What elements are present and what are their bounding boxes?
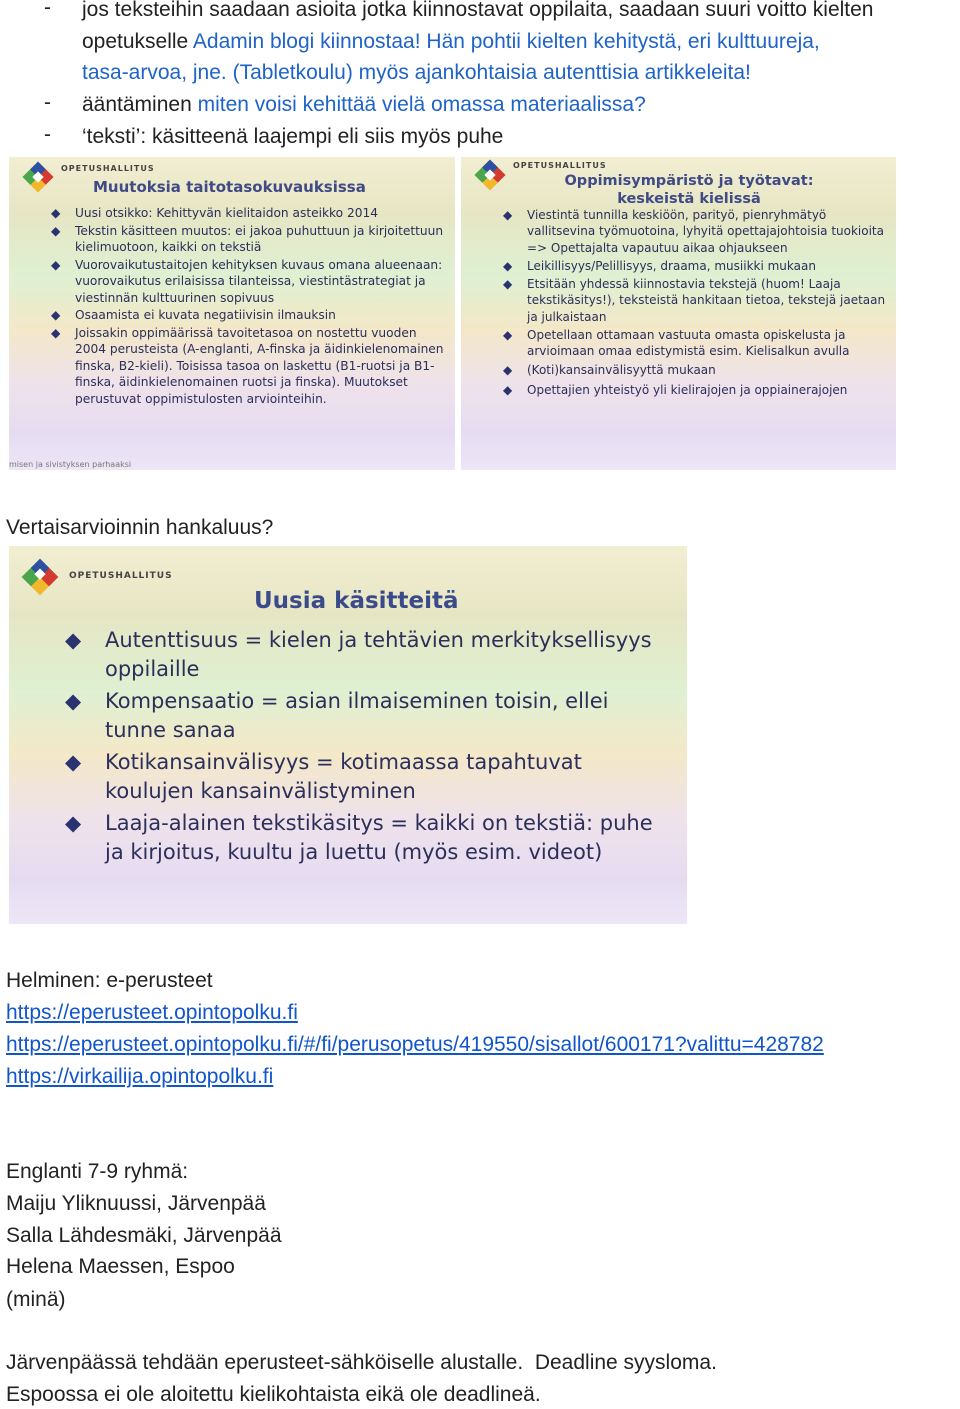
intro-line-1: jos teksteihin saadaan asioita jotka kiinnostavat oppilaita, saadaan suuri voitto kielten	[82, 0, 874, 21]
slide-bullet: ◆ Etsitään yhdessä kiinnostavia tekstejä (huom! Laaja tekstikäsitys!), teksteistä hankitaan tietoa, tekstejä jaetaan ja julkaistaan	[503, 277, 886, 324]
intro-line-4-text: ääntäminen	[82, 93, 198, 116]
slide-bullet: ◆ Opettajien yhteistyö yli kielirajojen ja oppiainerajojen	[503, 382, 848, 397]
intro-line-5: ‘teksti’: käsitteenä laajempi eli siis myös puhe	[82, 125, 504, 148]
note-espoo: Espoossa ei ole aloitettu kielikohtaista eikä ole deadlineä.	[6, 1383, 541, 1406]
diamond-bullet-icon: ◆	[65, 750, 82, 774]
slide-bullet: ◆ Tekstin käsitteen muutos: ei jakoa puhuttuun ja kirjoitettuun kielimuotoon, kaikki on tekstiä	[51, 223, 444, 254]
slide-bullet-list	[51, 205, 445, 407]
slide-bullet-list	[65, 626, 673, 867]
diamond-bullet-icon: ◆	[51, 223, 61, 238]
slide-bullet: ◆ Uusi otsikko: Kehittyvän kielitaidon asteikko 2014	[51, 206, 379, 220]
diamond-bullet-icon: ◆	[51, 257, 61, 272]
slide-bullet: ◆ Kotikansainvälisyys = kotimaassa tapahtuvat koulujen kansainvälistyminen	[65, 750, 582, 803]
diamond-bullet-icon: ◆	[503, 258, 513, 273]
slide-org-label: OPETUSHALLITUS	[513, 161, 607, 170]
slide-photo-uusia-kasitteita	[9, 546, 687, 924]
slide-bullet: ◆ Joissakin oppimäärissä tavoitetasoa on nostettu vuoden 2004 perusteista (A-englanti, A-finska ja äidinkielenomainen finska, B2-kieli). Toisissa tasoa on laskettu (B1-ruotsi ja B1-finska, äidinkielenomainen ruotsi ja finska). Muutokset perustuvat oppimistulosten arviointeihin.	[51, 325, 444, 406]
diamond-bullet-icon: ◆	[65, 689, 82, 713]
opetushallitus-logo	[474, 159, 505, 190]
slide-bullet-list	[503, 207, 889, 398]
slide-bullet: ◆ Opetellaan ottamaan vastuuta omasta opiskelusta ja arvioimaan omaa edistymistä esim. Kielisalkun avulla	[503, 328, 850, 359]
slide-bullet: ◆ Viestintä tunnilla keskiöön, parityö, pienryhmätyö vallitsevina työmuotoina, lyhyitä opettajajohtoisia tuokioita => Opettajalta vapautuu aikaa ohjaukseen	[503, 208, 884, 255]
intro-line-3: tasa-arvoa, jne. (Tabletkoulu) myös ajankohtaisia autenttisia artikkeleita!	[82, 61, 751, 84]
diamond-bullet-icon: ◆	[51, 206, 61, 220]
slide-bullet: ◆ Kompensaatio = asian ilmaiseminen toisin, ellei tunne sanaa	[65, 689, 609, 742]
slide-photo-oppimisymparisto	[461, 157, 896, 470]
opetushallitus-logo	[22, 559, 59, 596]
slide-footer: misen ja sivistyksen parhaaksi	[9, 460, 132, 469]
slide-bullet: ◆ Vuorovaikutustaitojen kehityksen kuvaus omana alueenaan: vuorovaikutus erilaisissa tilanteissa, viestintästrategiat ja viestinnän kulttuurinen sopivuus	[51, 257, 443, 305]
peer-review-question: Vertaisarvioinnin hankaluus?	[6, 516, 274, 539]
group-member: Maiju Yliknuussi, Järvenpää	[6, 1192, 266, 1215]
diamond-bullet-icon: ◆	[51, 308, 61, 322]
links-heading: Helminen: e-perusteet	[6, 969, 213, 992]
diamond-bullet-icon: ◆	[503, 208, 513, 222]
group-member: Salla Lähdesmäki, Järvenpää	[6, 1224, 282, 1247]
group-heading: Englanti 7-9 ryhmä:	[6, 1160, 189, 1183]
intro-line-2	[82, 28, 820, 56]
slide-bullet: ◆ Autenttisuus = kielen ja tehtävien merkityksellisyys oppilaille	[65, 628, 652, 681]
slide-org-label: OPETUSHALLITUS	[61, 164, 155, 173]
slide-title: Uusia käsitteitä	[254, 588, 459, 614]
adam-blog-link[interactable]: Adamin blogi kiinnostaa!	[192, 30, 421, 53]
group-member: Helena Maessen, Espoo	[6, 1255, 235, 1278]
group-member: (minä)	[6, 1288, 66, 1311]
diamond-bullet-icon: ◆	[51, 325, 61, 340]
intro-line-2-text: opetukselle	[82, 30, 193, 53]
slide-bullet: ◆ Leikillisyys/Pelillisyys, draama, musiikki mukaan	[503, 258, 816, 273]
diamond-bullet-icon: ◆	[503, 328, 513, 343]
slide-title: Muutoksia taitotasokuvauksissa	[93, 178, 366, 196]
opetushallitus-logo	[22, 161, 53, 192]
list-dash: -	[44, 91, 51, 114]
intro-line-2-text-blue: Hän pohtii kielten kehitystä, eri kulttuureja,	[420, 30, 820, 53]
slide-bullet: ◆ Osaamista ei kuvata negatiivisin ilmauksin	[51, 308, 336, 322]
list-dash: -	[44, 0, 51, 19]
eperusteet-link[interactable]: https://eperusteet.opintopolku.fi	[6, 1001, 298, 1024]
diamond-bullet-icon: ◆	[65, 811, 82, 835]
note-jarvenpaa: Järvenpäässä tehdään eperusteet-sähköiselle alustalle. Deadline syysloma.	[6, 1351, 717, 1374]
slide-bullet: ◆ (Koti)kansainvälisyyttä mukaan	[503, 362, 716, 377]
slide-title: Oppimisympäristö ja työtavat: keskeistä kielissä	[564, 173, 814, 207]
slide-bullet: ◆ Laaja-alainen tekstikäsitys = kaikki on tekstiä: puhe ja kirjoitus, kuultu ja luettu (myös esim. videot)	[65, 811, 653, 864]
slide-photo-taitotaso	[9, 157, 455, 470]
diamond-bullet-icon: ◆	[503, 382, 513, 397]
virkailija-link[interactable]: https://virkailija.opintopolku.fi	[6, 1065, 274, 1088]
perusopetus-link[interactable]: https://eperusteet.opintopolku.fi/#/fi/perusopetus/419550/sisallot/600171?valittu=428782	[6, 1033, 824, 1056]
diamond-bullet-icon: ◆	[65, 628, 82, 652]
intro-line-4	[82, 91, 646, 119]
diamond-bullet-icon: ◆	[503, 362, 513, 377]
intro-line-4-text-blue: miten voisi kehittää vielä omassa materiaalissa?	[197, 93, 646, 116]
slide-org-label: OPETUSHALLITUS	[69, 571, 173, 581]
list-dash: -	[44, 123, 51, 146]
diamond-bullet-icon: ◆	[503, 277, 513, 292]
